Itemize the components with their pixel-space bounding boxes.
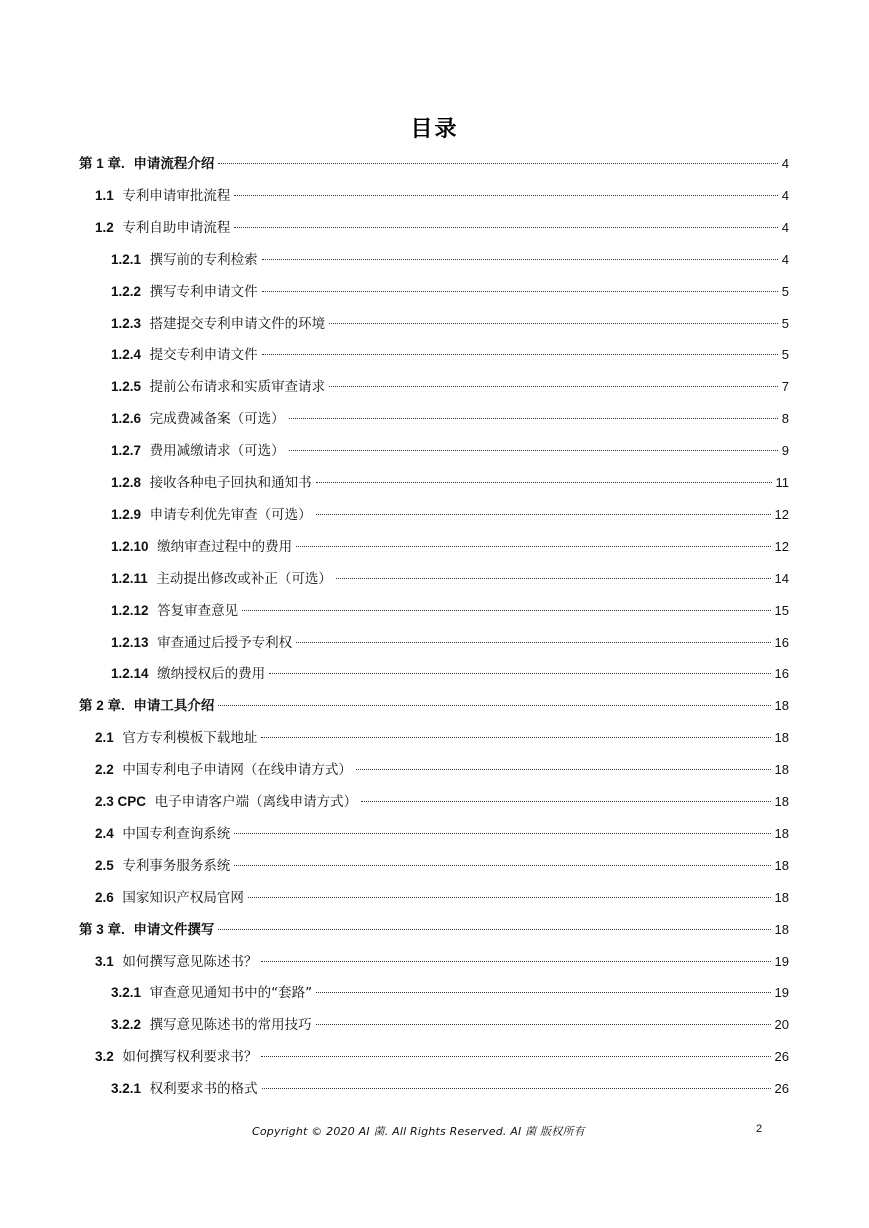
toc-leader-dots — [361, 800, 770, 802]
toc-entry-page: 15 — [774, 602, 789, 618]
toc-entry-label: 中国专利电子申请网（在线申请方式） — [122, 762, 352, 779]
toc-leader-dots — [316, 481, 772, 483]
footer-page-number: 2 — [756, 1123, 763, 1135]
toc-entry[interactable] — [95, 217, 789, 239]
toc-entry-label: 专利自助申请流程 — [122, 219, 231, 236]
toc-entry-label: 如何撰写意见陈述书？ — [122, 953, 258, 970]
toc-leader-dots — [356, 768, 771, 770]
toc-entry[interactable] — [95, 759, 789, 781]
toc-entry-number: 1.2.11 — [111, 570, 148, 586]
toc-entry-label: 撰写前的专利检索 — [149, 251, 258, 268]
toc-leader-dots — [336, 577, 771, 579]
toc-leader-dots — [261, 736, 770, 738]
toc-leader-dots — [218, 162, 777, 164]
footer-copyright: Copyright © 2020 AI 菌. All Rights Reserved. AI 菌 版权所有 — [252, 1125, 585, 1138]
toc-entry-page: 11 — [775, 475, 789, 490]
toc-entry-number: 1.2.2 — [111, 283, 142, 299]
toc-leader-dots — [248, 896, 771, 898]
toc-entry[interactable] — [111, 472, 789, 494]
toc-entry[interactable] — [111, 344, 789, 366]
toc-leader-dots — [329, 385, 778, 387]
toc-entry-page: 16 — [774, 634, 789, 650]
toc-entry-number: 1.2.1 — [111, 251, 142, 267]
toc-entry-label: 提交专利申请文件 — [149, 347, 258, 364]
toc-leader-dots — [261, 960, 770, 962]
toc-leader-dots — [218, 928, 770, 930]
toc-entry-label: 中国专利查询系统 — [122, 825, 231, 842]
toc-entry-label: 搭建提交专利申请文件的环境 — [149, 315, 326, 332]
toc-entry[interactable] — [95, 791, 789, 813]
toc-entry-number: 3.2 — [95, 1049, 114, 1065]
toc-entry-number: 3.2.1 — [111, 985, 142, 1001]
toc-entry-page: 7 — [781, 379, 789, 395]
toc-entry-label: 提前公布请求和实质审查请求 — [149, 379, 326, 396]
toc-entry-page: 5 — [781, 315, 789, 331]
toc-entry-label: 官方专利模板下载地址 — [122, 730, 258, 747]
toc-leader-dots — [316, 1023, 771, 1025]
toc-entry-label: 专利事务服务系统 — [122, 857, 231, 874]
toc-entry-page: 12 — [774, 506, 789, 522]
toc-entry[interactable] — [111, 1014, 789, 1036]
toc-entry-number: 2.4 — [95, 825, 114, 841]
toc-leader-dots — [234, 226, 777, 228]
toc-entry-label: 完成费减备案（可选） — [149, 411, 285, 428]
toc-entry-page: 19 — [774, 985, 789, 1001]
toc-entry-label: 国家知识产权局官网 — [122, 889, 244, 906]
toc-leader-dots — [261, 1055, 770, 1057]
toc-leader-dots — [262, 1087, 771, 1089]
toc-entry-page: 8 — [781, 411, 789, 427]
toc-entry-page: 18 — [774, 698, 789, 714]
toc-entry-page: 26 — [774, 1081, 789, 1097]
toc-entry-number: 1.2 — [95, 219, 114, 235]
toc-entry-label: 缴纳审查过程中的费用 — [157, 538, 293, 555]
toc-leader-dots — [296, 641, 770, 643]
toc-entry-page: 16 — [774, 666, 789, 682]
toc-entry-page: 4 — [781, 187, 789, 203]
toc-entry-number: 1.2.8 — [111, 475, 142, 490]
toc-entry-number: 2.3 CPC — [95, 794, 147, 809]
toc-entry[interactable] — [79, 919, 789, 941]
toc-entry-number: 2.6 — [95, 889, 114, 905]
toc-entry[interactable] — [95, 855, 789, 877]
toc-entry-label: 撰写意见陈述书的常用技巧 — [149, 1017, 312, 1034]
toc-leader-dots — [218, 704, 770, 706]
toc-entry-page: 19 — [774, 953, 789, 969]
toc-entry-page: 18 — [774, 794, 789, 809]
toc-leader-dots — [316, 991, 770, 993]
toc-leader-dots — [329, 322, 778, 324]
toc-entry-number: 3.2.2 — [111, 1017, 142, 1033]
toc-entry[interactable] — [111, 376, 789, 398]
toc-entry-label: 答复审查意见 — [157, 602, 239, 619]
toc-entry-number: 2.2 — [95, 762, 114, 778]
toc-title: 目录 — [410, 117, 459, 142]
toc-entry-number: 1.2.4 — [111, 347, 142, 363]
toc-entry[interactable] — [111, 663, 789, 685]
toc-entry-number: 2.1 — [95, 730, 114, 746]
toc-entry-number: 1.1 — [95, 187, 114, 203]
toc-entry-label: 申请工具介绍 — [133, 698, 215, 715]
toc-entry-number: 1.2.10 — [111, 538, 149, 554]
toc-entry-page: 18 — [774, 857, 789, 873]
toc-entry-number: 1.2.9 — [111, 506, 142, 522]
toc-leader-dots — [316, 513, 771, 515]
toc-leader-dots — [289, 449, 778, 451]
toc-entry-label: 费用减缴请求（可选） — [149, 443, 285, 460]
toc-entry-number: 2.5 — [95, 857, 114, 873]
toc-entry[interactable] — [95, 823, 789, 845]
toc-entry-label: 电子申请客户端（离线申请方式） — [154, 794, 358, 810]
toc-entry-number: 第 1 章. — [79, 156, 125, 171]
toc-leader-dots — [262, 353, 778, 355]
toc-entry-label: 撰写专利申请文件 — [149, 283, 258, 300]
toc-entry-page: 18 — [774, 889, 789, 905]
toc-leader-dots — [234, 864, 770, 866]
toc-entry-number: 1.2.3 — [111, 315, 142, 331]
toc-entry-number: 1.2.7 — [111, 443, 142, 459]
toc-entry-number: 1.2.13 — [111, 634, 149, 650]
toc-entry-number: 1.2.5 — [111, 379, 142, 395]
toc-entry-page: 14 — [774, 570, 789, 586]
toc-leader-dots — [296, 545, 770, 547]
toc-entry[interactable] — [95, 185, 789, 207]
toc-leader-dots — [234, 832, 770, 834]
toc-entry-page: 5 — [781, 347, 789, 363]
toc-entry-number: 3.2.1 — [111, 1081, 142, 1097]
toc-entry-label: 申请流程介绍 — [133, 156, 215, 172]
toc-entry-page: 12 — [774, 538, 789, 554]
toc-entry-label: 审查意见通知书中的“套路” — [149, 985, 313, 1002]
toc-leader-dots — [289, 417, 778, 419]
toc-entry[interactable] — [95, 1046, 789, 1068]
toc-entry-number: 1.2.12 — [111, 602, 149, 618]
toc-entry[interactable] — [79, 695, 789, 717]
toc-entry[interactable] — [111, 536, 789, 558]
toc-entry-page: 9 — [781, 443, 789, 459]
toc-entry[interactable] — [111, 568, 789, 590]
toc-entry[interactable] — [111, 982, 789, 1004]
toc-entry-page: 18 — [774, 921, 789, 937]
toc-entry[interactable] — [95, 951, 789, 973]
toc-entry-page: 18 — [774, 730, 789, 746]
toc-entry[interactable] — [111, 600, 789, 622]
toc-entry-page: 20 — [774, 1017, 789, 1033]
toc-entry-label: 申请专利优先审查（可选） — [149, 506, 312, 523]
toc-leader-dots — [269, 672, 770, 674]
toc-entry-page: 18 — [774, 762, 789, 778]
toc-entry-page: 5 — [781, 283, 789, 299]
toc-entry-page: 4 — [781, 219, 789, 235]
toc-entry[interactable] — [95, 887, 789, 909]
toc-entry[interactable] — [111, 249, 789, 271]
toc-entry-label: 申请文件撰写 — [133, 921, 215, 938]
toc-entry-page: 4 — [781, 156, 789, 171]
toc-entry[interactable] — [111, 440, 789, 462]
toc-entry-label: 如何撰写权利要求书？ — [122, 1049, 258, 1066]
toc-entry[interactable] — [111, 632, 789, 654]
toc-entry-page: 26 — [774, 1049, 789, 1065]
toc-entry-label: 专利申请审批流程 — [122, 187, 231, 204]
toc-entry-page: 18 — [774, 825, 789, 841]
toc-entry[interactable] — [111, 504, 789, 526]
toc-entry[interactable] — [95, 727, 789, 749]
toc-entry-label: 缴纳授权后的费用 — [157, 666, 266, 683]
toc-entry-label: 审查通过后授予专利权 — [157, 634, 293, 651]
toc-entry-number: 3.1 — [95, 953, 114, 969]
toc-entry[interactable] — [111, 313, 789, 335]
toc-entry-number: 1.2.14 — [111, 666, 149, 682]
toc-leader-dots — [262, 258, 778, 260]
toc-entry-label: 权利要求书的格式 — [149, 1081, 258, 1098]
toc-entry-label: 接收各种电子回执和通知书 — [149, 475, 312, 491]
toc-entry[interactable] — [79, 153, 789, 175]
toc-entry-number: 第 3 章. — [79, 921, 125, 937]
toc-leader-dots — [262, 290, 778, 292]
toc-entry-page: 4 — [781, 251, 789, 267]
toc-entry[interactable] — [111, 1078, 789, 1100]
toc-leader-dots — [234, 194, 777, 196]
toc-entry[interactable] — [111, 281, 789, 303]
toc-leader-dots — [242, 609, 770, 611]
toc-entry-label: 主动提出修改或补正（可选） — [156, 570, 332, 587]
toc-entry[interactable] — [111, 408, 789, 430]
toc-entry-number: 1.2.6 — [111, 411, 142, 427]
toc-entry-number: 第 2 章. — [79, 698, 125, 714]
